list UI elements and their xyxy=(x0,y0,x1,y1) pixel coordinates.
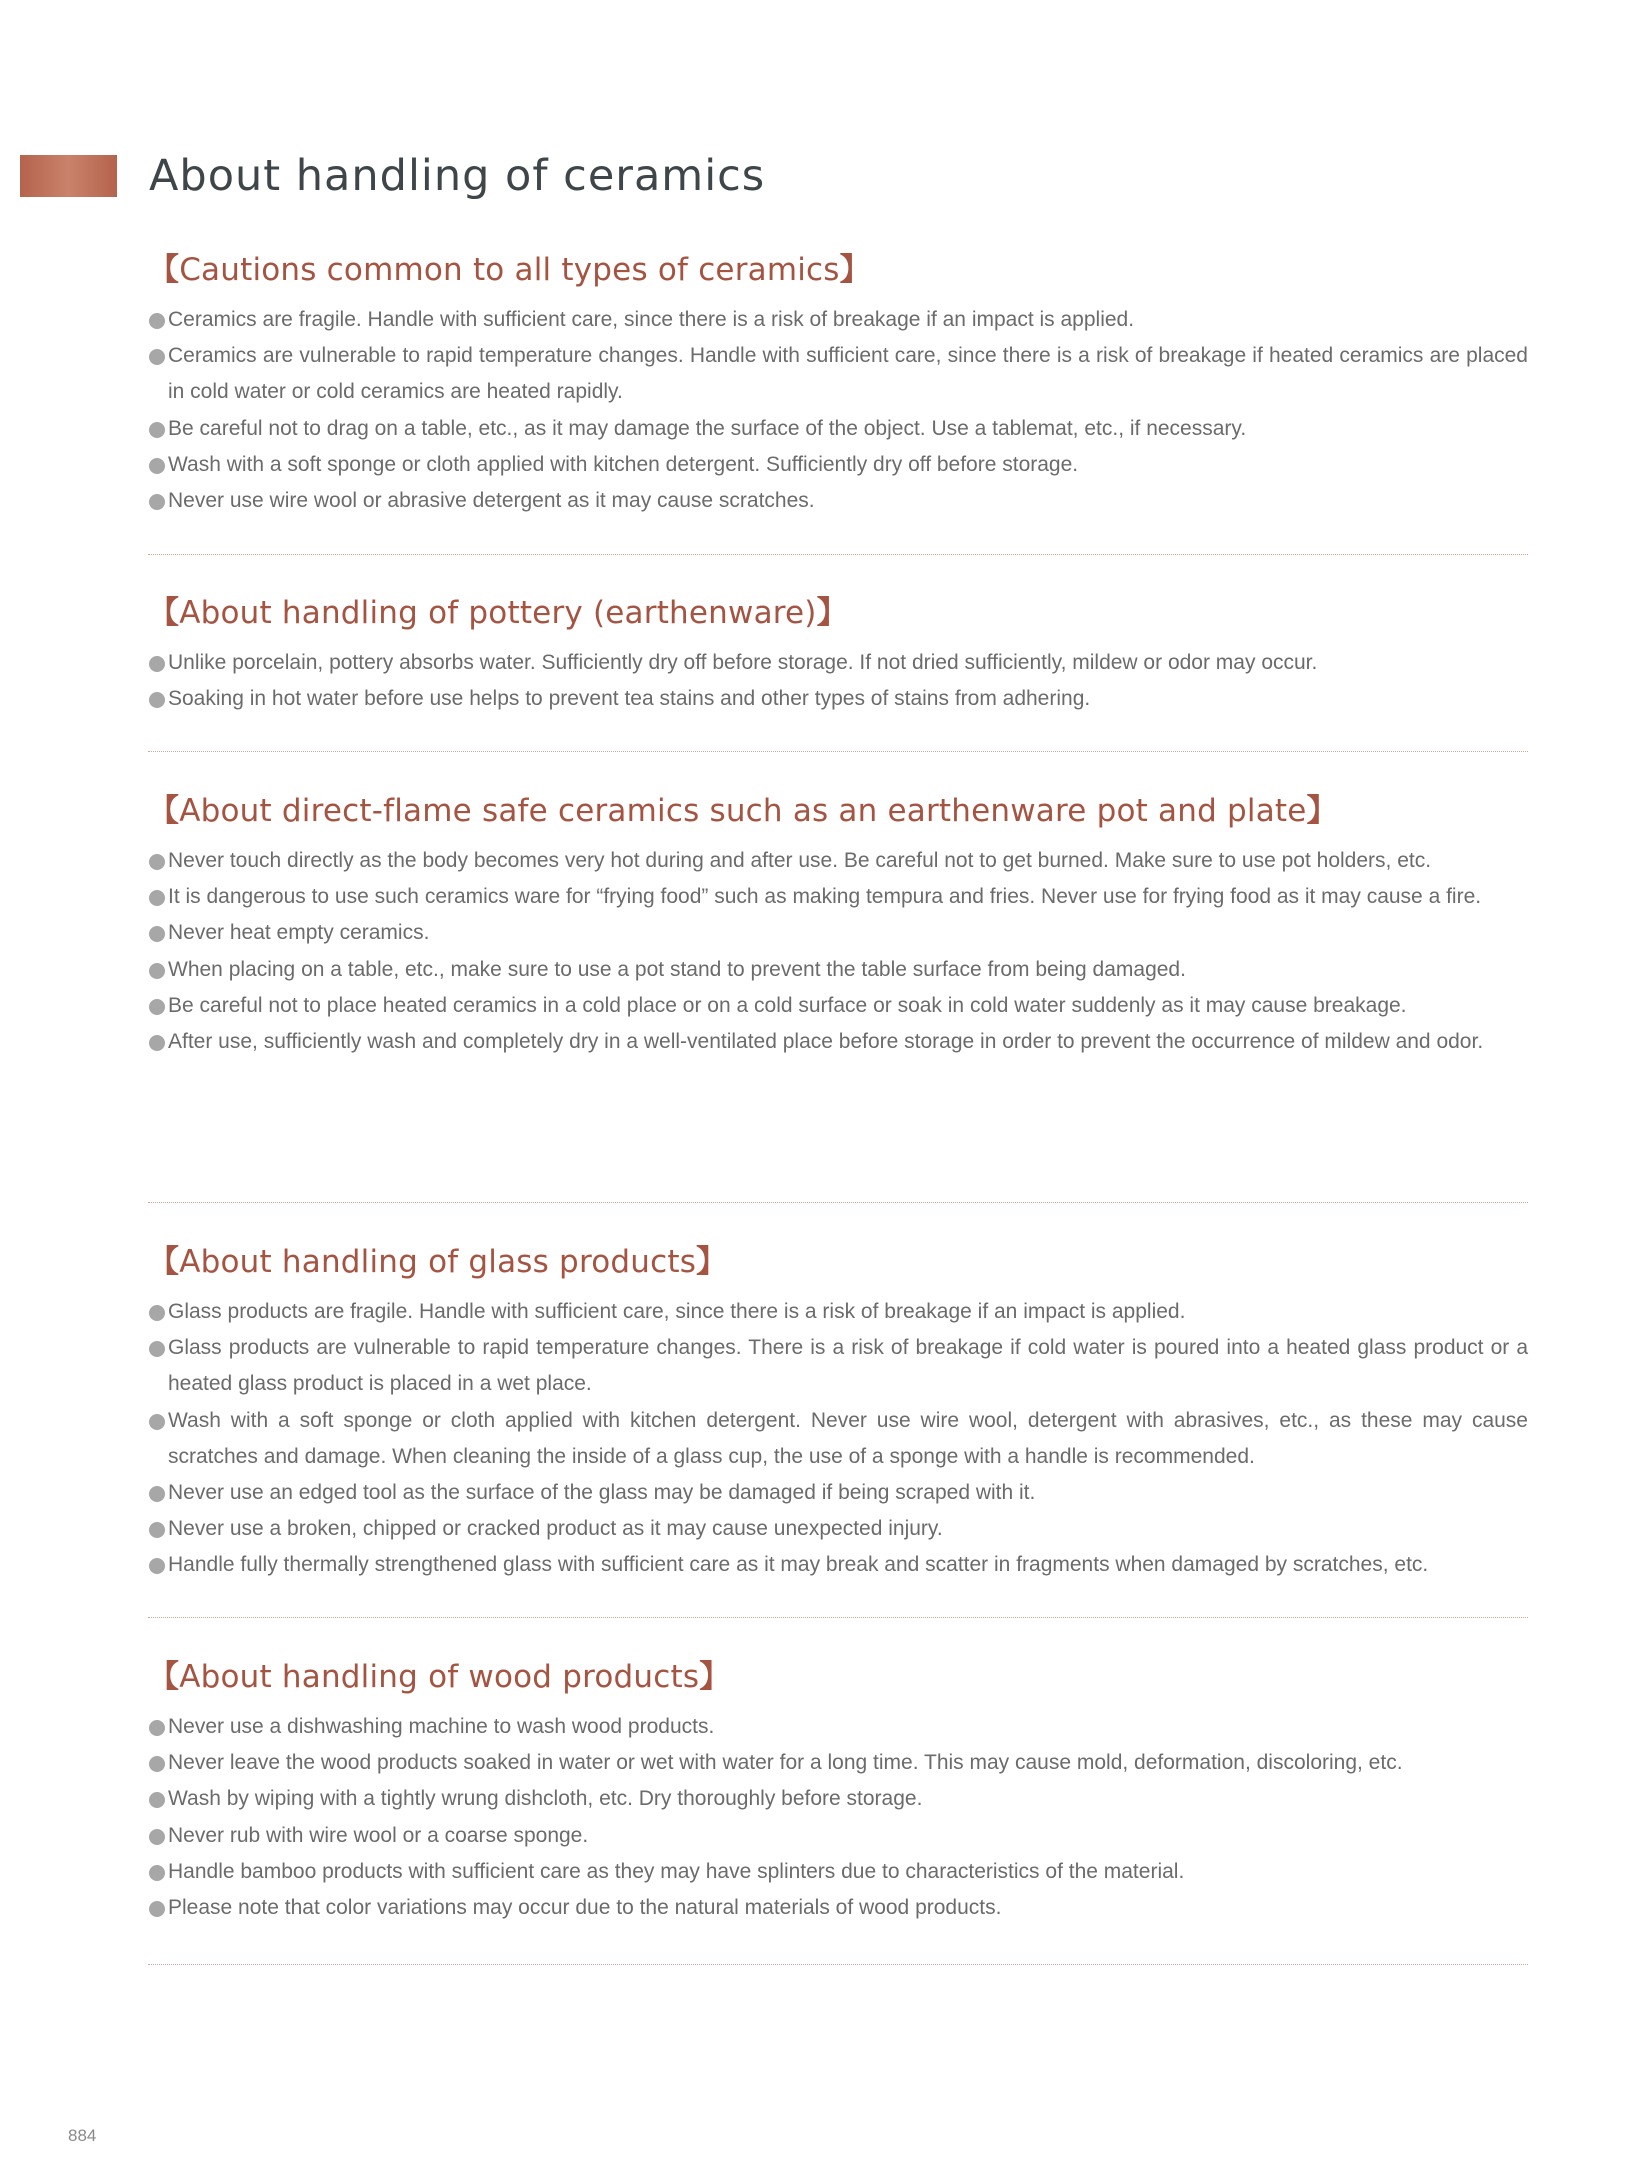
list-item: Be careful not to place heated ceramics in a cold place or on a cold surface or soak in cold water suddenly as it may cause breakage. xyxy=(148,988,1528,1024)
section-divider xyxy=(148,1964,1528,1965)
bullet-list xyxy=(148,645,1528,717)
section-divider xyxy=(148,1202,1528,1203)
section-common-cautions xyxy=(148,248,1528,519)
section-heading: 【About direct-flame safe ceramics such as an earthenware pot and plate】 xyxy=(148,793,1338,829)
list-item: Soaking in hot water before use helps to prevent tea stains and other types of stains from adhering. xyxy=(148,681,1528,717)
list-item: Ceramics are fragile. Handle with sufficient care, since there is a risk of breakage if an impact is applied. xyxy=(148,302,1528,338)
section-heading: 【About handling of pottery (earthenware)】 xyxy=(148,595,848,631)
list-item: Never use an edged tool as the surface of the glass may be damaged if being scraped with it. xyxy=(148,1475,1528,1511)
bullet-list xyxy=(148,843,1528,1060)
list-item: It is dangerous to use such ceramics ware for “frying food” such as making tempura and fries. Never use for frying food as it may cause a fire. xyxy=(148,879,1528,915)
bullet-list xyxy=(148,302,1528,519)
list-item: Never use a broken, chipped or cracked product as it may cause unexpected injury. xyxy=(148,1511,1528,1547)
list-item: Never leave the wood products soaked in water or wet with water for a long time. This may cause mold, deformation, discoloring, etc. xyxy=(148,1745,1528,1781)
list-item: Never touch directly as the body becomes very hot during and after use. Be careful not to get burned. Make sure to use pot holders, etc. xyxy=(148,843,1528,879)
section-divider xyxy=(148,1617,1528,1618)
section-glass xyxy=(148,1240,1528,1584)
list-item: Please note that color variations may occur due to the natural materials of wood products. xyxy=(148,1890,1528,1926)
page-number: 884 xyxy=(68,2126,97,2145)
list-item: Never rub with wire wool or a coarse sponge. xyxy=(148,1818,1528,1854)
list-item: When placing on a table, etc., make sure to use a pot stand to prevent the table surface from being damaged. xyxy=(148,952,1528,988)
title-color-block xyxy=(20,155,117,197)
section-heading: 【About handling of glass products】 xyxy=(148,1244,728,1280)
section-heading: 【Cautions common to all types of ceramics】 xyxy=(148,252,871,288)
list-item: Glass products are vulnerable to rapid temperature changes. There is a risk of breakage if cold water is poured into a heated glass product or a heated glass product is placed in a wet place. xyxy=(148,1330,1528,1402)
section-pottery xyxy=(148,591,1528,717)
section-wood xyxy=(148,1655,1528,1926)
list-item: Glass products are fragile. Handle with sufficient care, since there is a risk of breakage if an impact is applied. xyxy=(148,1294,1528,1330)
list-item: Never use a dishwashing machine to wash wood products. xyxy=(148,1709,1528,1745)
list-item: Handle fully thermally strengthened glass with sufficient care as it may break and scatter in fragments when damaged by scratches, etc. xyxy=(148,1547,1528,1583)
section-heading: 【About handling of wood products】 xyxy=(148,1659,731,1695)
list-item: Unlike porcelain, pottery absorbs water. Sufficiently dry off before storage. If not dried sufficiently, mildew or odor may occur. xyxy=(148,645,1528,681)
list-item: Ceramics are vulnerable to rapid temperature changes. Handle with sufficient care, since there is a risk of breakage if heated ceramics are placed in cold water or cold ceramics are heated rapidly. xyxy=(148,338,1528,410)
list-item: Handle bamboo products with sufficient care as they may have splinters due to characteristics of the material. xyxy=(148,1854,1528,1890)
list-item: Wash by wiping with a tightly wrung dishcloth, etc. Dry thoroughly before storage. xyxy=(148,1781,1528,1817)
list-item: Never heat empty ceramics. xyxy=(148,915,1528,951)
section-direct-flame xyxy=(148,789,1528,1060)
list-item: After use, sufficiently wash and completely dry in a well-ventilated place before storage in order to prevent the occurrence of mildew and odor. xyxy=(148,1024,1528,1060)
page-title: About handling of ceramics xyxy=(149,151,766,201)
list-item: Never use wire wool or abrasive detergent as it may cause scratches. xyxy=(148,483,1528,519)
bullet-list xyxy=(148,1709,1528,1926)
list-item: Wash with a soft sponge or cloth applied with kitchen detergent. Never use wire wool, detergent with abrasives, etc., as these may cause scratches and damage. When cleaning the inside of a glass cup, the use of a sponge with a handle is recommended. xyxy=(148,1403,1528,1475)
section-divider xyxy=(148,554,1528,555)
bullet-list xyxy=(148,1294,1528,1584)
section-divider xyxy=(148,751,1528,752)
list-item: Be careful not to drag on a table, etc., as it may damage the surface of the object. Use a tablemat, etc., if necessary. xyxy=(148,411,1528,447)
list-item: Wash with a soft sponge or cloth applied with kitchen detergent. Sufficiently dry off before storage. xyxy=(148,447,1528,483)
